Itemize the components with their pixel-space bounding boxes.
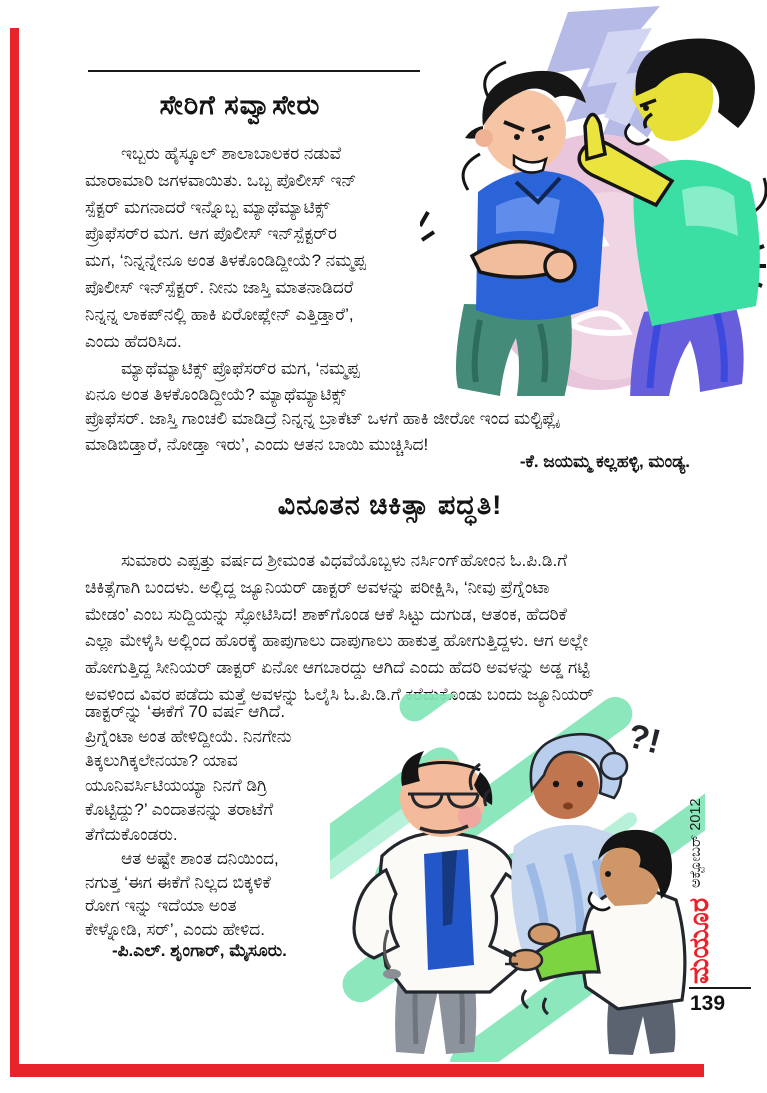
text-line: ಮಗ, ‘ನಿನ್ನನ್ನೇನೂ ಅಂತ ತಿಳಕೊಂಡಿದ್ದೀಯೆ? ನಮ್ಮಪ್ಪ: [85, 251, 366, 271]
folio-rule: [689, 987, 751, 989]
text-line: ಮಾರಾಮಾರಿ ಜಗಳವಾಯಿತು. ಒಬ್ಬ ಪೊಲೀಸ್ ಇನ್: [85, 170, 357, 190]
bottom-red-border-bar: [10, 1064, 704, 1077]
text-line: ಮ್ಯಾಥೆಮ್ಯಾಟಿಕ್ಸ್ ಪ್ರೊಫೆಸರ್‌ರ ಮಗ, ‘ನಮ್ಮಪ್ಪ: [121, 359, 360, 378]
text-line: ಮೇಡಂ’ ಎಂಬ ಸುದ್ದಿಯನ್ನು ಸ್ಫೋಟಿಸಿದ! ಶಾಕ್‌ಗೊಂಡ ಆಕೆ ಸಿಟ್ಟು ದುಗುಡ, ಆತಂಕ, ಹೆದರಿಕೆ: [85, 604, 567, 624]
text-line: ಮಾಡಿಬಿಡ್ತಾರೆ, ನೋಡ್ತಾ ಇರು’, ಎಂದು ಆತನ ಬಾಯಿ ಮುಚ್ಚಿಸಿದ!: [85, 435, 429, 454]
issue-date-vertical: ಅಕ್ಟೋಬರ್ 2012: [688, 798, 704, 888]
text-line: ನಿನ್ನನ್ನ ಲಾಕಪ್‌ನಲ್ಲಿ ಹಾಕಿ ಏರೋಪ್ಲೇನ್ ಎತ್ತಿಡ್ತಾರೆ’,: [85, 304, 354, 324]
story1-byline: -ಕೆ. ಜಯಮ್ಮ ಕಲ್ಲಹಳ್ಳಿ, ಮಂಡ್ಯ.: [519, 452, 690, 471]
text-line: ಕೇಳ್ನೋಡಿ, ಸರ್’, ಎಂದು ಹೇಳಿದ.: [85, 919, 265, 939]
text-line: ಪ್ರಿಗ್ನೆಂಟಾ ಅಂತ ಹೇಳಿದ್ದೀಯೆ. ನಿನಗೇನು: [85, 726, 292, 746]
text-line: ತಿಕ್ಕಲುಗಿಕ್ಕಲೇನಯಾ? ಯಾವ: [85, 751, 238, 771]
text-line: ಏನೂ ಅಂತ ತಿಳಕೊಂಡಿದ್ದೀಯೆ? ಮ್ಯಾಥೆಮ್ಯಾಟಿಕ್ಸ್: [85, 385, 347, 404]
story2-title: ವಿನೂತನ ಚಿಕಿತ್ಸಾ ಪದ್ಧತಿ!: [277, 490, 503, 520]
text-line: ಇಬ್ಬರು ಹೈಸ್ಕೂಲ್ ಶಾಲಾಬಾಲಕರ ನಡುವೆ: [121, 144, 342, 163]
text-line: ಆತ ಅಷ್ಟೇ ಶಾಂತ ದನಿಯಿಂದ,: [121, 849, 279, 868]
top-horizontal-rule: [88, 70, 420, 72]
text-line: ಸುಮಾರು ಎಪ್ಪತ್ತು ವರ್ಷದ ಶ್ರೀಮಂತ ವಿಧವೆಯೊಬ್ಬಳು ನರ್ಸಿಂಗ್‌ಹೋಂನ ಓ.ಪಿ.ಡಿ.ಗೆ: [121, 551, 568, 570]
text-line: ಸ್ಪೆಕ್ಟರ್ ಮಗನಾದರೆ ಇನ್ನೊಬ್ಬ ಮ್ಯಾಥೆಮ್ಯಾಟಿಕ್ಸ್: [85, 197, 330, 217]
text-line: ಯೂನಿವರ್ಸಿಟಿಯಯ್ಯಾ ನಿನಗೆ ಡಿಗ್ರಿ: [85, 775, 268, 795]
text-line: ಡಾಕ್ಟರ್‌ನ್ನು ‘ಈಕೆಗೆ 70 ವರ್ಷ ಆಗಿದೆ.: [85, 702, 286, 721]
fight-cartoon-illustration: [420, 4, 767, 396]
text-line: ಪ್ರೊಫೆಸರ್‌ರ ಮಗ. ಆಗ ಪೊಲೀಸ್ ಇನ್‌ಸ್ಪೆಕ್ಟರ್‌ರ: [85, 224, 337, 244]
story1-paragraph1: [85, 141, 430, 355]
text-line: ಎಂದು ಹೆದರಿಸಿದ.: [85, 331, 182, 351]
text-line: ಪೊಲೀಸ್ ಇನ್‌ಸ್ಪೆಕ್ಟರ್. ನೀನು ಜಾಸ್ತಿ ಮಾತನಾಡಿದರೆ: [85, 277, 354, 297]
story2-fullwidth-lines: [85, 548, 697, 709]
story2-column-paragraph1: [85, 700, 347, 848]
story1-title: ಸೇರಿಗೆ ಸವ್ವಾಸೇರು: [159, 90, 321, 120]
text-line: ಹೋಗುತ್ತಿದ್ದ ಸೀನಿಯರ್ ಡಾಕ್ಟರ್ ಏನೋ ಆಗಬಾರದ್ದು ಆಗಿದೆ ಎಂದು ಹೆದರಿ ಅವಳನ್ನು ಅಡ್ಡ ಗಟ್ಟಿ: [85, 658, 590, 678]
doctor-cartoon-illustration: [330, 694, 705, 1062]
story1-paragraph2: [85, 356, 430, 408]
text-line: ಎಲ್ಲಾ ಮೇಳೈಸಿ ಅಲ್ಲಿಂದ ಹೊರಕ್ಕೆ ಹಾಪುಗಾಲು ದಾಪುಗಾಲು ಹಾಕುತ್ತ ಹೋಗುತ್ತಿದ್ದಳು. ಆಗ ಅಲ್ಲೇ: [85, 631, 589, 651]
magazine-name-vertical: ಮಯೂರ: [684, 897, 714, 984]
text-line: ನಗುತ್ತ ‘ಈಗ ಈಕೆಗೆ ನಿಲ್ಲದ ಬಿಕ್ಕಳಿಕೆ: [85, 872, 271, 892]
text-line: ರೋಗ ಇನ್ನು ಇದೆಯಾ ಅಂತ: [85, 896, 237, 916]
page-number: 139: [690, 992, 726, 1015]
text-line: ಚಿಕಿತ್ಸೆಗಾಗಿ ಬಂದಳು. ಅಲ್ಲಿದ್ದ ಜ್ಯೂನಿಯರ್ ಡಾಕ್ಟರ್ ಅವಳನ್ನು ಪರೀಕ್ಷಿಸಿ, ‘ನೀವು ಪ್ರೆಗ್ನೆಂಟಾ: [85, 577, 550, 597]
text-line: ಅವಳಿಂದ ವಿವರ ಪಡೆದು ಮತ್ತೆ ಅವಳನ್ನು ಓಲೈಸಿ ಓ.ಪಿ.ಡಿ.ಗೆ ಕರೆದುಕೊಂಡು ಬಂದು ಜ್ಯೂನಿಯರ್: [85, 684, 594, 704]
text-line: ತೆಗೆದುಕೊಂಡರು.: [85, 824, 178, 844]
story2-byline: -ಪಿ.ಎಲ್. ಶೃಂಗಾರ್, ಮೈಸೂರು.: [112, 941, 287, 960]
story2-column-paragraph2: [85, 847, 347, 941]
text-line: ಪ್ರೊಫೆಸರ್. ಜಾಸ್ತಿ ಗಾಂಚಲಿ ಮಾಡಿದ್ರೆ ನಿನ್ನನ್ನ ಬ್ರಾಕೆಟ್ ಒಳಗೆ ಹಾಕಿ ಜೀರೋ ಇಂದ ಮಲ್ಟಿಪ್ಲೈ: [85, 409, 559, 428]
text-line: ಕೊಟ್ಟಿದ್ದು?’ ಎಂದಾತನನ್ನು ತರಾಟೆಗೆ: [85, 800, 274, 820]
question-marks: ?!: [624, 716, 665, 762]
story1-fullwidth-lines: [85, 406, 697, 458]
left-red-border-bar: [10, 28, 19, 1077]
